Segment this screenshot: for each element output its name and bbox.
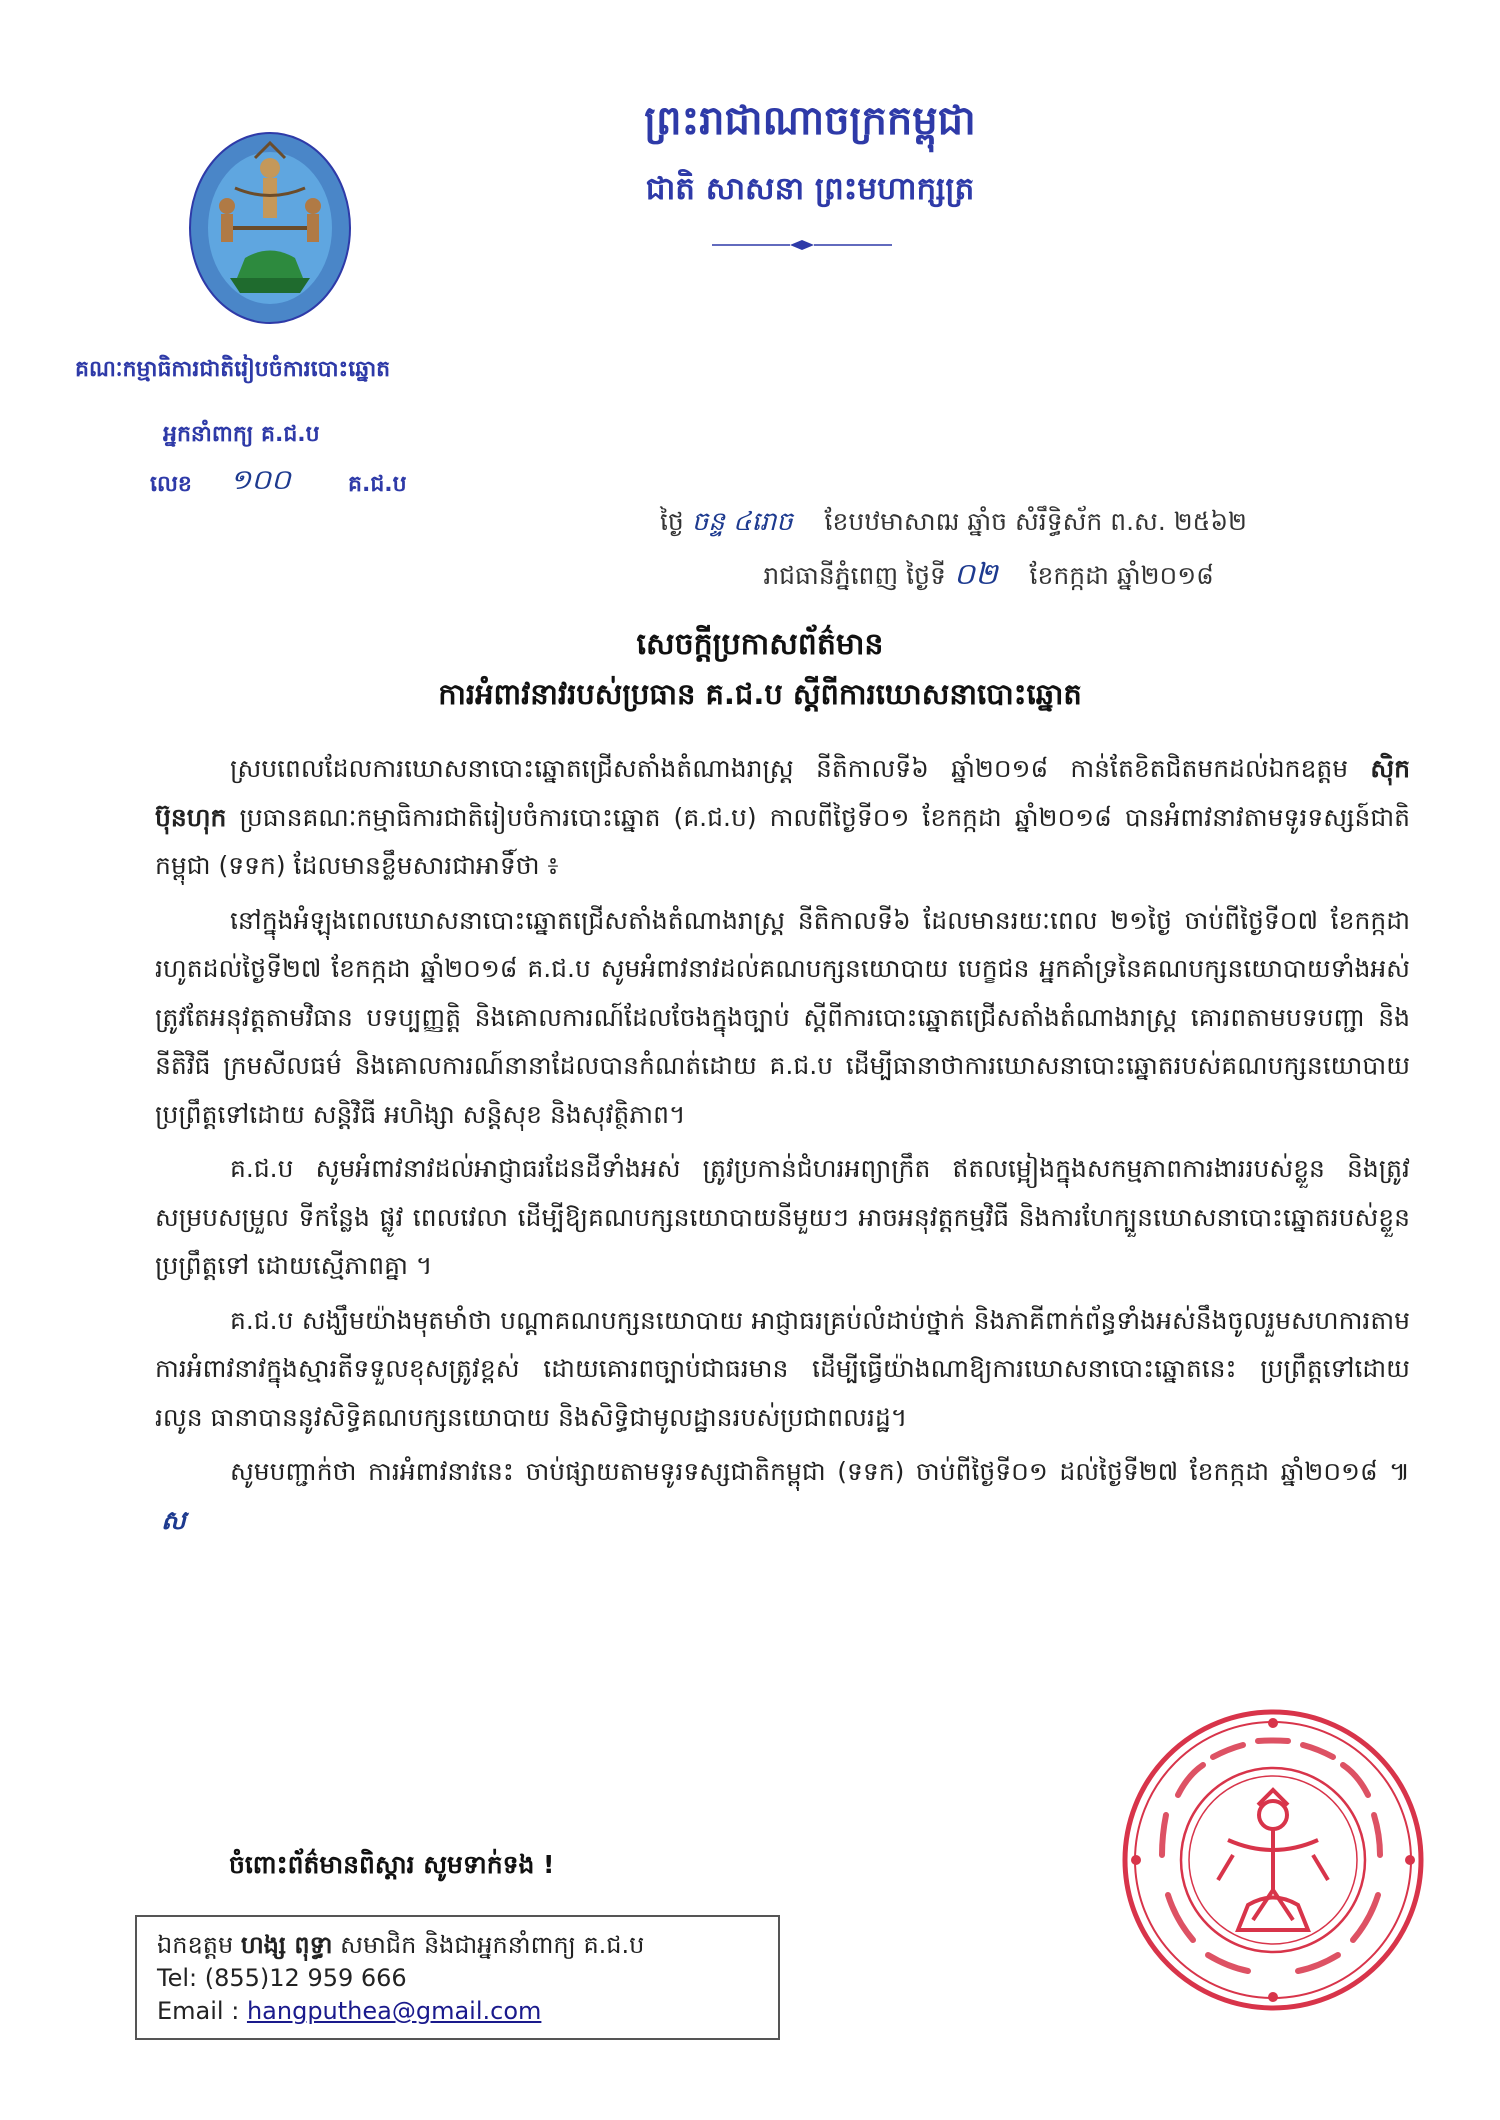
lunar-date-rest: ខែបឋមាសាឍ ឆ្នាំច សំរឹទ្ធិស័ក ព.ស. ២៥៦២ xyxy=(824,507,1247,536)
organization-name: គណៈកម្មាធិការជាតិរៀបចំការបោះឆ្នោត xyxy=(75,357,391,382)
contact-name: ហង្ស ពុទ្ធា xyxy=(240,1931,333,1959)
paragraph-5-text: សូមបញ្ជាក់ថា ការអំពាវនាវនេះ ចាប់ផ្សាយតាមទូរទស្សជាតិកម្ពុជា (ទទក) ចាប់ពីថ្ងៃទី០១ ដល់ថ្ងៃទី២៧ ខែកក្កដា ឆ្នាំ២០១៨ ៕ xyxy=(230,1457,1410,1486)
paragraph-2: នៅក្នុងអំឡុងពេលឃោសនាបោះឆ្នោតជ្រើសតាំងតំណាងរាស្ត្រ នីតិកាលទី៦ ដែលមានរយៈពេល ២១ថ្ងៃ ចាប់ពីថ្ងៃទី០៧ ខែកក្កដា រហូតដល់ថ្ងៃទី២៧ ខែកក្កដា ឆ្នាំ២០១៨ គ.ជ.ប សូមអំពាវនាវដល់គណបក្សនយោបាយ បេក្ខជន អ្នកគាំទ្រនៃគណបក្សនយោបាយទាំងអស់ ត្រូវតែអនុវត្តតាមវិធាន បទប្បញ្ញត្តិ និងគោលការណ៍ដែលចែងក្នុងច្បាប់ ស្តីពីការបោះឆ្នោតជ្រើសតាំងតំណាងរាស្ត្រ គោរពតាមបទបញ្ជា និង នីតិវិធី ក្រមសីលធម៌ និងគោលការណ៍នានាដែលបានកំណត់ដោយ គ.ជ.ប ដើម្បីធានាថាការឃោសនាបោះឆ្នោតរបស់គណបក្សនយោបាយប្រព្រឹត្តទៅដោយ សន្តិវិធី អហិង្សា សន្តិសុខ និងសុវត្ថិភាព។ xyxy=(155,905,1410,1129)
chairman-name: ស៊ិក ប៊ុនហុក xyxy=(155,754,1410,832)
lunar-date-prefix: ថ្ងៃ xyxy=(660,507,684,536)
contact-email-line xyxy=(157,1995,758,2028)
paragraph-5 xyxy=(155,1448,1410,1545)
contact-prefix: ឯកឧត្តម xyxy=(157,1931,234,1959)
reference-number: ១០០ xyxy=(230,463,291,496)
paragraph-4: គ.ជ.ប សង្ឃឹមយ៉ាងមុតមាំថា បណ្តាគណបក្សនយោបាយ អាជ្ញាធរគ្រប់លំដាប់ថ្នាក់ និងភាគីពាក់ព័ន្ធទាំងអស់នឹងចូលរួមសហការតាមការអំពាវនាវក្នុងស្មារតីទទួលខុសត្រូវខ្ពស់ ដោយគោរពច្បាប់ជាធរមាន ដើម្បីធ្វើយ៉ាងណាឱ្យការឃោសនាបោះឆ្នោតនេះ ប្រព្រឹត្តទៅដោយរលូន ធានាបាននូវសិទ្ធិគណបក្សនយោបាយ និងសិទ្ធិជាមូលដ្ឋានរបស់ប្រជាពលរដ្ឋ។ xyxy=(155,1305,1410,1432)
solar-date-day: ០២ xyxy=(953,557,998,592)
paragraph-1-part-a: ស្របពេលដែលការឃោសនាបោះឆ្នោតជ្រើសតាំងតំណាងរាស្ត្រ នីតិកាលទី៦ ឆ្នាំ២០១៨ កាន់តែខិតជិតមកដល់ឯកឧត្តម xyxy=(230,754,1349,783)
contact-role: សមាជិក និងជាអ្នកនាំពាក្យ គ.ជ.ប xyxy=(340,1931,645,1959)
document-subtitle: ការអំពាវនាវរបស់ប្រធាន គ.ជ.ប ស្តីពីការឃោសនាបោះឆ្នោត xyxy=(438,677,1082,711)
handwritten-initial: ស xyxy=(161,1505,186,1536)
solar-date-line xyxy=(660,555,1440,599)
paragraph-1 xyxy=(155,745,1410,891)
reference-label: លេខ xyxy=(150,472,192,497)
spokesperson-label: អ្នកនាំពាក្យ គ.ជ.ប xyxy=(163,422,320,447)
lunar-date-line xyxy=(660,505,1440,543)
closing-line: ចំពោះព័ត៌មានពិស្តារ សូមទាក់ទង ! xyxy=(229,1850,555,1879)
solar-date-rest: ខែកក្កដា ឆ្នាំ២០១៨ xyxy=(1029,561,1214,590)
official-seal xyxy=(1118,1705,1428,2015)
tel-number: (855)12 959 666 xyxy=(204,1964,407,1992)
tel-label: Tel: xyxy=(157,1964,198,1992)
nec-logo xyxy=(185,128,355,328)
reference-unit: គ.ជ.ប xyxy=(348,472,407,497)
paragraph-1-part-b: ប្រធានគណៈកម្មាធិការជាតិរៀបចំការបោះឆ្នោត (គ.ជ.ប) កាលពីថ្ងៃទី០១ ខែកក្កដា ឆ្នាំ២០១៨ បានអំពាវនាវតាមទូរទស្សន៍ជាតិកម្ពុជា (ទទក) ដែលមានខ្លឹមសារជាអាទិ៍ថា ៖ xyxy=(155,802,1410,880)
solar-date-prefix: រាជធានីភ្នំពេញ ថ្ងៃទី xyxy=(763,561,946,590)
body-text xyxy=(155,745,1410,1551)
contact-name-line xyxy=(157,1929,758,1962)
email-label: Email : xyxy=(157,1997,240,2025)
national-motto: ជាតិ សាសនា ព្រះមហាក្សត្រ xyxy=(645,171,975,207)
document-title: សេចក្តីប្រកាសព័ត៌មាន xyxy=(636,627,884,662)
ornament-divider xyxy=(712,238,892,252)
paragraph-3: គ.ជ.ប សូមអំពាវនាវដល់អាជ្ញាធរដែនដីទាំងអស់ ត្រូវប្រកាន់ជំហរអព្យាក្រឹត ឥតលម្អៀងក្នុងសកម្មភាពការងាររបស់ខ្លួន និងត្រូវសម្របសម្រួល ទីកន្លែង ផ្លូវ ពេលវេលា ដើម្បីឱ្យគណបក្សនយោបាយនីមួយៗ អាចអនុវត្តកម្មវិធី និងការហែក្បួនឃោសនាបោះឆ្នោតរបស់ខ្លួនប្រព្រឹត្តទៅ ដោយស្មើភាពគ្នា ។ xyxy=(155,1154,1410,1280)
contact-box xyxy=(135,1915,780,2040)
kingdom-heading: ព្រះរាជាណាចក្រកម្ពុជា xyxy=(644,97,976,144)
lunar-date-day: ចន្ទ ៤រោច xyxy=(691,507,793,537)
email-link[interactable]: hangputhea@gmail.com xyxy=(246,1997,542,2025)
contact-tel-line xyxy=(157,1962,758,1995)
